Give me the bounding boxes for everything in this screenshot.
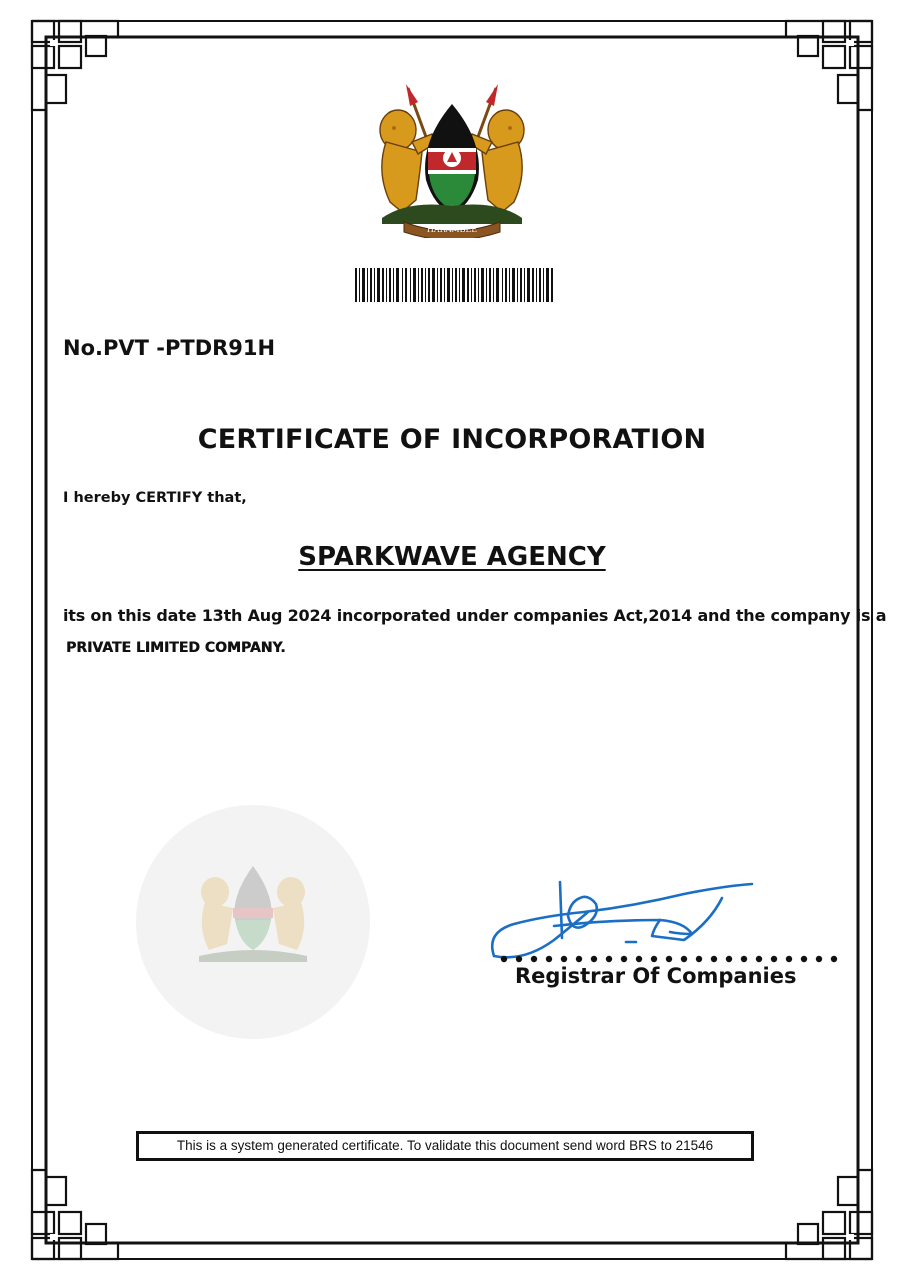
incorporation-statement: its on this date 13th Aug 2024 incorporated under companies Act,2014 and the company is a xyxy=(63,606,887,625)
certify-suffix: that, xyxy=(202,490,247,506)
kenya-coat-of-arms-icon xyxy=(368,82,536,238)
certify-statement xyxy=(63,490,247,506)
barcode-icon xyxy=(355,268,553,302)
certificate-title: CERTIFICATE OF INCORPORATION xyxy=(197,424,707,455)
certificate-number: No.PVT -PTDR91H xyxy=(63,336,276,360)
certify-prefix: I hereby xyxy=(63,490,136,506)
validation-notice-box xyxy=(136,1131,754,1161)
company-type: PRIVATE LIMITED COMPANY. xyxy=(66,640,286,656)
seal-watermark-icon xyxy=(135,804,371,1040)
validation-notice: This is a system generated certificate. To validate this document send word BRS to 21546 xyxy=(176,1138,714,1153)
certify-keyword: CERTIFY xyxy=(135,490,203,506)
registrar-title: Registrar Of Companies xyxy=(515,964,797,988)
motto-text: HARAMBEE xyxy=(426,225,478,234)
company-name: SPARKWAVE AGENCY xyxy=(298,542,606,572)
